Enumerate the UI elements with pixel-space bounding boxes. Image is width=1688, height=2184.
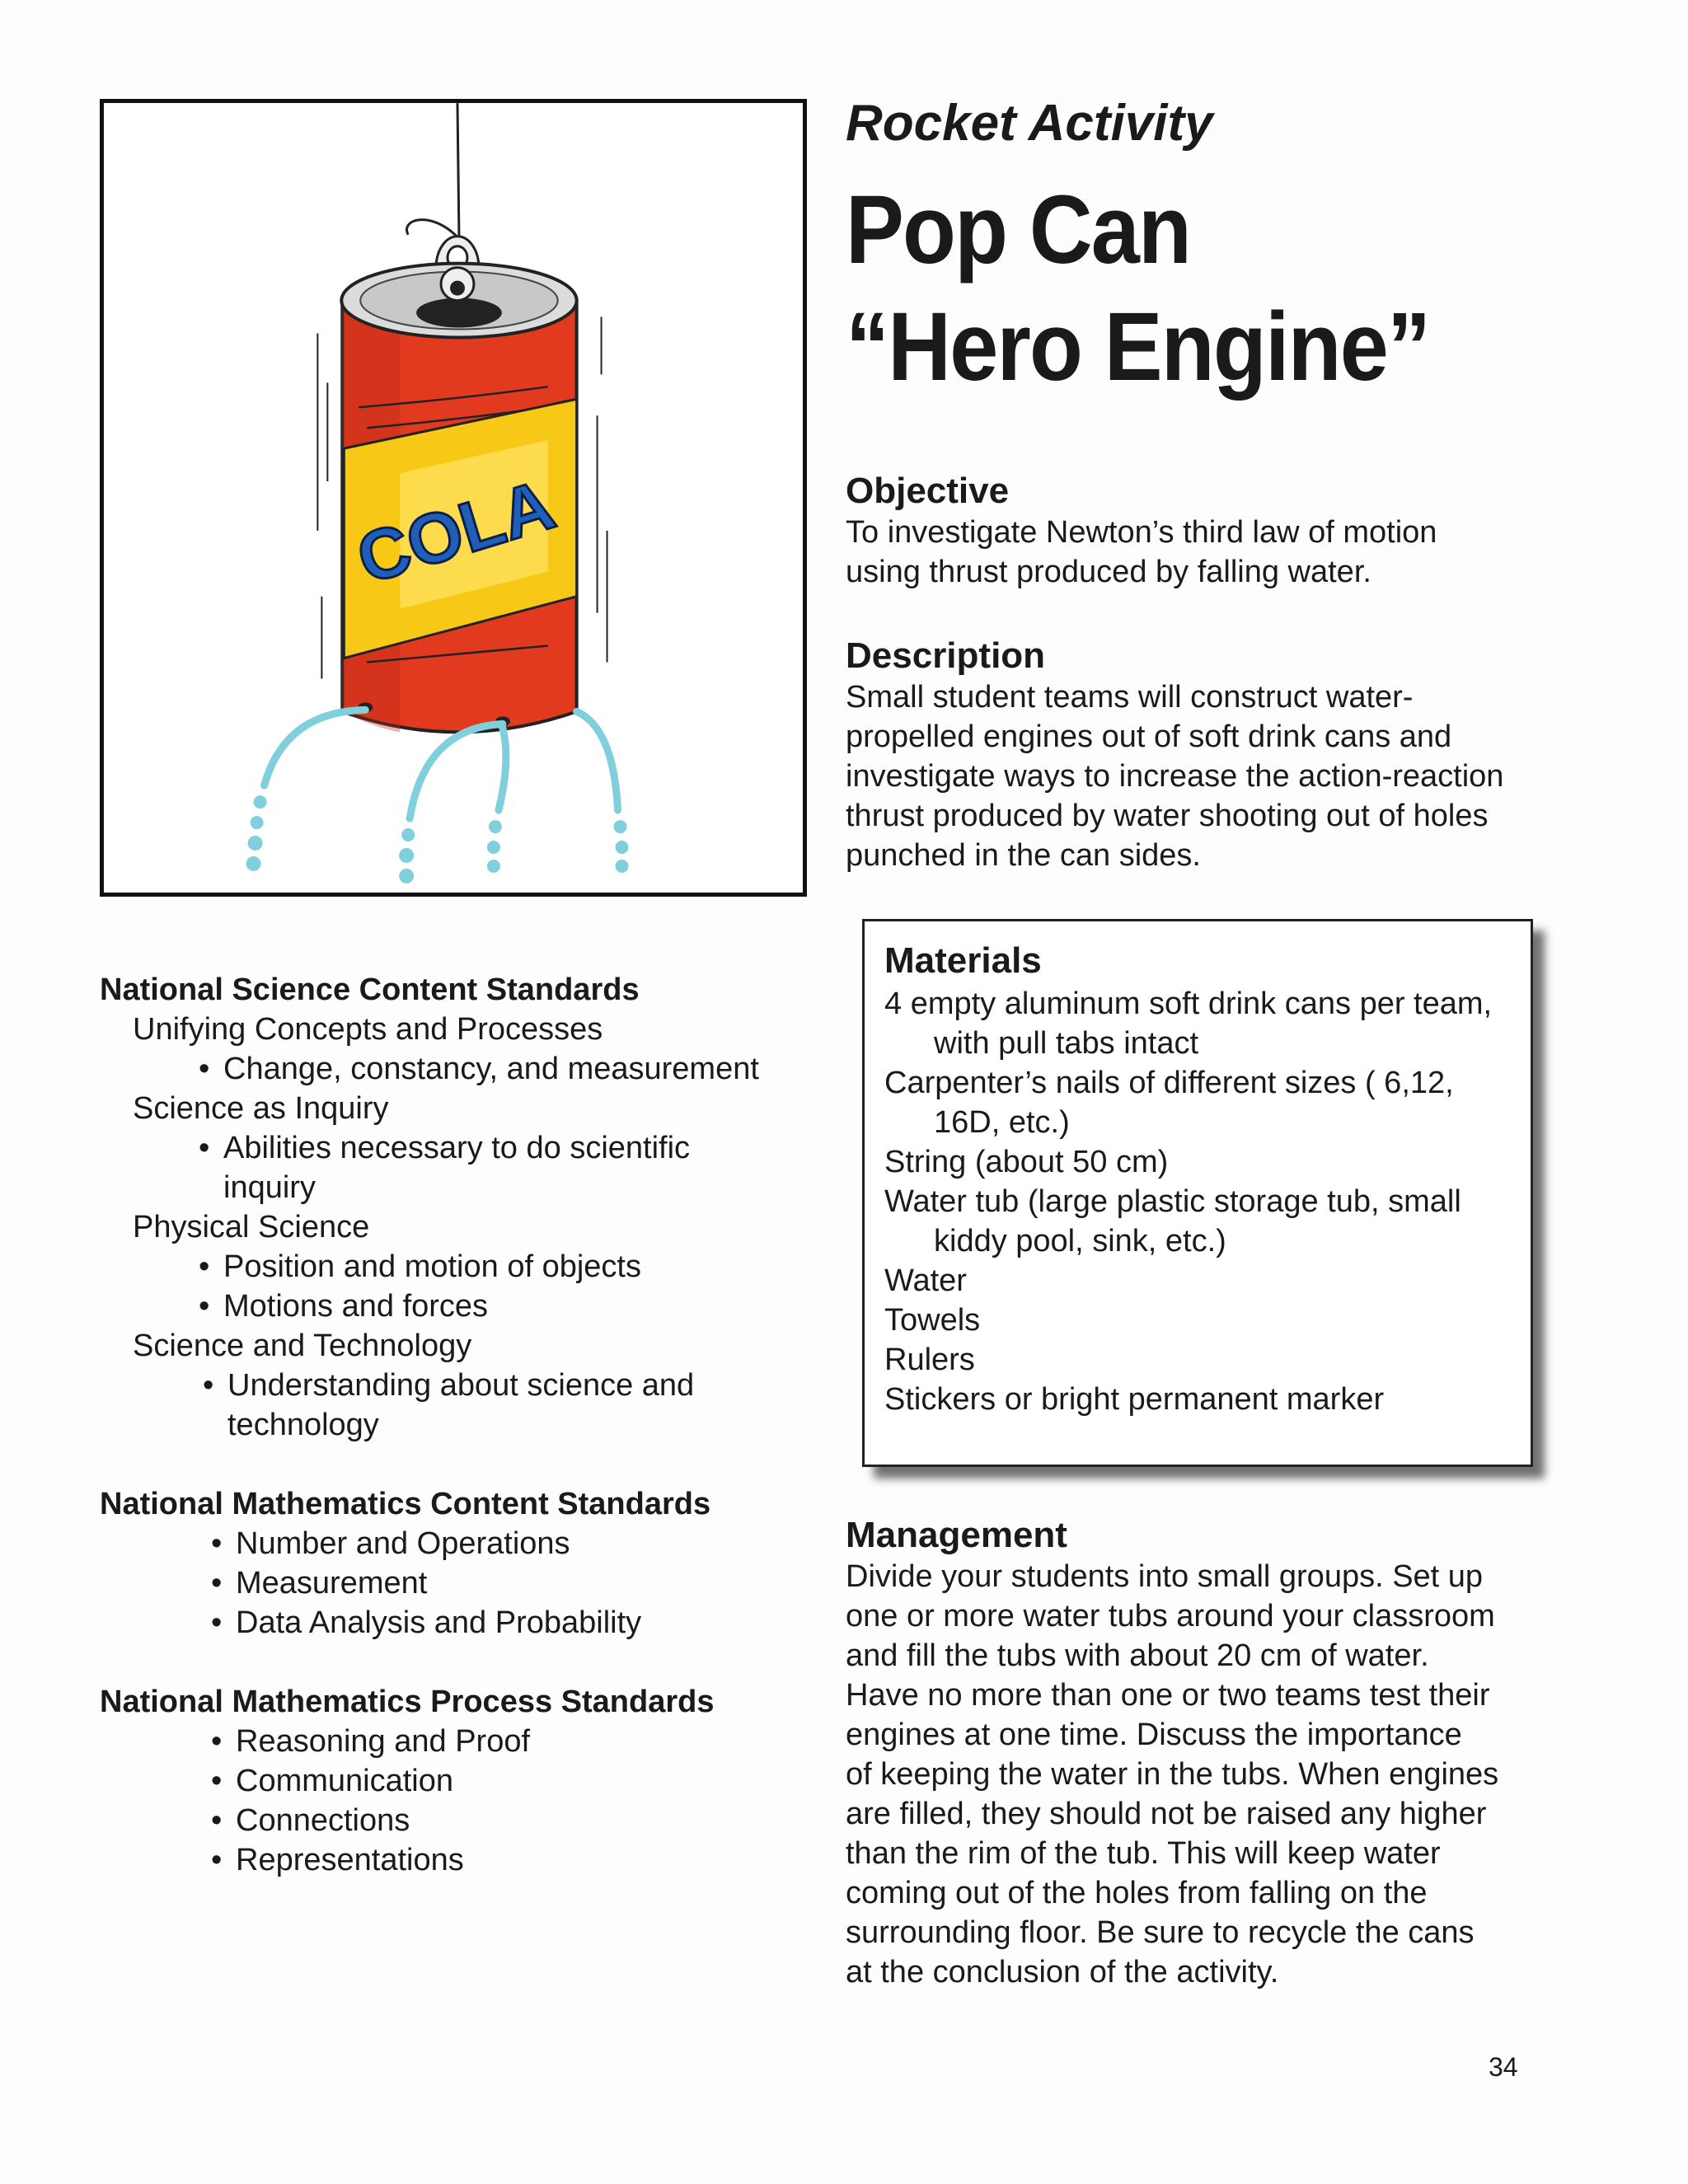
bullet-icon: • xyxy=(203,1368,214,1403)
standard-bullet-text: Understanding about science and technology xyxy=(227,1368,695,1442)
standard-group-label: Unifying Concepts and Processes xyxy=(133,1012,603,1047)
activity-kicker: Rocket Activity xyxy=(846,95,1213,152)
standard-bullet-text: Abilities necessary to do scientific inquiry xyxy=(223,1131,691,1205)
bullet-icon: • xyxy=(211,1566,223,1601)
description-line: propelled engines out of soft drink cans and xyxy=(846,719,1452,754)
management-line: Have no more than one or two teams test their xyxy=(846,1678,1490,1713)
description-line: thrust produced by water shooting out of holes xyxy=(846,799,1489,833)
bullet-icon: • xyxy=(211,1724,223,1759)
management-line: and fill the tubs with about 20 cm of water. xyxy=(846,1638,1429,1673)
bullet-icon: • xyxy=(199,1249,210,1284)
title-line-2: “Hero Engine” xyxy=(846,293,1430,401)
bullet-icon: • xyxy=(211,1803,223,1838)
bullet-icon: • xyxy=(211,1843,223,1877)
management-section xyxy=(846,1514,1571,1992)
objective-line: using thrust produced by falling water. xyxy=(846,555,1372,589)
standard-bullet xyxy=(100,1761,825,1801)
standard-bullet-text: Representations xyxy=(236,1843,464,1877)
management-line: Divide your students into small groups. Set up xyxy=(846,1559,1484,1594)
materials-item: Water tub (large plastic storage tub, small kiddy pool, sink, etc.) xyxy=(884,1184,1461,1258)
description-line: investigate ways to increase the action-reaction xyxy=(846,759,1504,794)
objective-line: To investigate Newton’s third law of motion xyxy=(846,515,1437,550)
standard-bullet xyxy=(100,1366,730,1445)
management-line: surrounding floor. Be sure to recycle the cans xyxy=(846,1915,1475,1950)
standard-bullet-text: Position and motion of objects xyxy=(223,1249,641,1284)
hero-engine-can-drawing xyxy=(104,103,803,893)
page-title xyxy=(846,171,1513,405)
standard-bullet xyxy=(100,1722,825,1761)
materials-item: Carpenter’s nails of different sizes ( 6,12, 16D, etc.) xyxy=(884,1066,1454,1140)
bullet-icon: • xyxy=(199,1289,210,1324)
materials-item: Stickers or bright permanent marker xyxy=(884,1382,1385,1417)
objective-heading: Objective xyxy=(846,471,1010,511)
bullet-icon: • xyxy=(199,1131,210,1165)
standard-bullet xyxy=(100,1603,825,1643)
title-line-1: Pop Can xyxy=(846,176,1191,284)
management-line: coming out of the holes from falling on the xyxy=(846,1876,1428,1910)
description-line: Small student teams will construct water- xyxy=(846,680,1414,715)
management-line: one or more water tubs around your classroom xyxy=(846,1599,1495,1633)
materials-item: Water xyxy=(884,1263,967,1298)
standard-group-label: Physical Science xyxy=(133,1210,370,1244)
standard-bullet xyxy=(100,1563,825,1603)
standard-bullet-text: Change, constancy, and measurement xyxy=(223,1052,759,1086)
description-section xyxy=(846,635,1571,875)
bullet-icon: • xyxy=(211,1764,223,1798)
standard-group-label: Science and Technology xyxy=(133,1329,472,1363)
materials-item: Towels xyxy=(884,1303,981,1338)
bullet-icon: • xyxy=(199,1052,210,1086)
materials-item: 4 empty aluminum soft drink cans per team, with pull tabs intact xyxy=(884,987,1493,1061)
title-block xyxy=(846,91,1587,405)
objective-section xyxy=(846,470,1571,592)
management-line: than the rim of the tub. This will keep water xyxy=(846,1836,1441,1871)
materials-box xyxy=(862,919,1533,1467)
math-content-heading: National Mathematics Content Standards xyxy=(100,1487,711,1521)
standard-bullet xyxy=(100,1524,825,1563)
math-process-heading: National Mathematics Process Standards xyxy=(100,1685,715,1719)
standards-column xyxy=(100,970,825,1880)
standard-bullet-text: Connections xyxy=(236,1803,410,1838)
description-line: punched in the can sides. xyxy=(846,838,1201,873)
standard-bullet xyxy=(100,1128,726,1207)
management-line: of keeping the water in the tubs. When engines xyxy=(846,1757,1499,1792)
standard-bullet xyxy=(100,1840,825,1880)
standard-group-label: Science as Inquiry xyxy=(133,1091,389,1126)
bullet-icon: • xyxy=(211,1605,223,1640)
standard-bullet-text: Measurement xyxy=(236,1566,428,1601)
standard-bullet-text: Communication xyxy=(236,1764,453,1798)
standard-bullet-text: Motions and forces xyxy=(223,1289,489,1324)
standard-bullet-text: Data Analysis and Probability xyxy=(236,1605,642,1640)
bullet-icon: • xyxy=(211,1526,223,1561)
materials-item: Rulers xyxy=(884,1343,975,1377)
standard-bullet xyxy=(100,1049,825,1089)
can-label-text: COLA xyxy=(348,465,564,599)
materials-heading: Materials xyxy=(884,940,1042,981)
management-heading: Management xyxy=(846,1515,1067,1555)
standard-bullet xyxy=(100,1286,825,1326)
standard-bullet-text: Reasoning and Proof xyxy=(236,1724,531,1759)
materials-item: String (about 50 cm) xyxy=(884,1145,1169,1179)
page-number: 34 xyxy=(1489,2052,1518,2082)
can-illustration xyxy=(100,99,807,897)
management-line: at the conclusion of the activity. xyxy=(846,1955,1279,1990)
standard-bullet xyxy=(100,1801,825,1840)
science-standards-heading: National Science Content Standards xyxy=(100,972,640,1007)
standard-bullet-text: Number and Operations xyxy=(236,1526,570,1561)
management-line: engines at one time. Discuss the importance xyxy=(846,1718,1462,1752)
standard-bullet xyxy=(100,1247,825,1286)
management-line: are filled, they should not be raised any higher xyxy=(846,1797,1487,1831)
description-heading: Description xyxy=(846,635,1046,676)
